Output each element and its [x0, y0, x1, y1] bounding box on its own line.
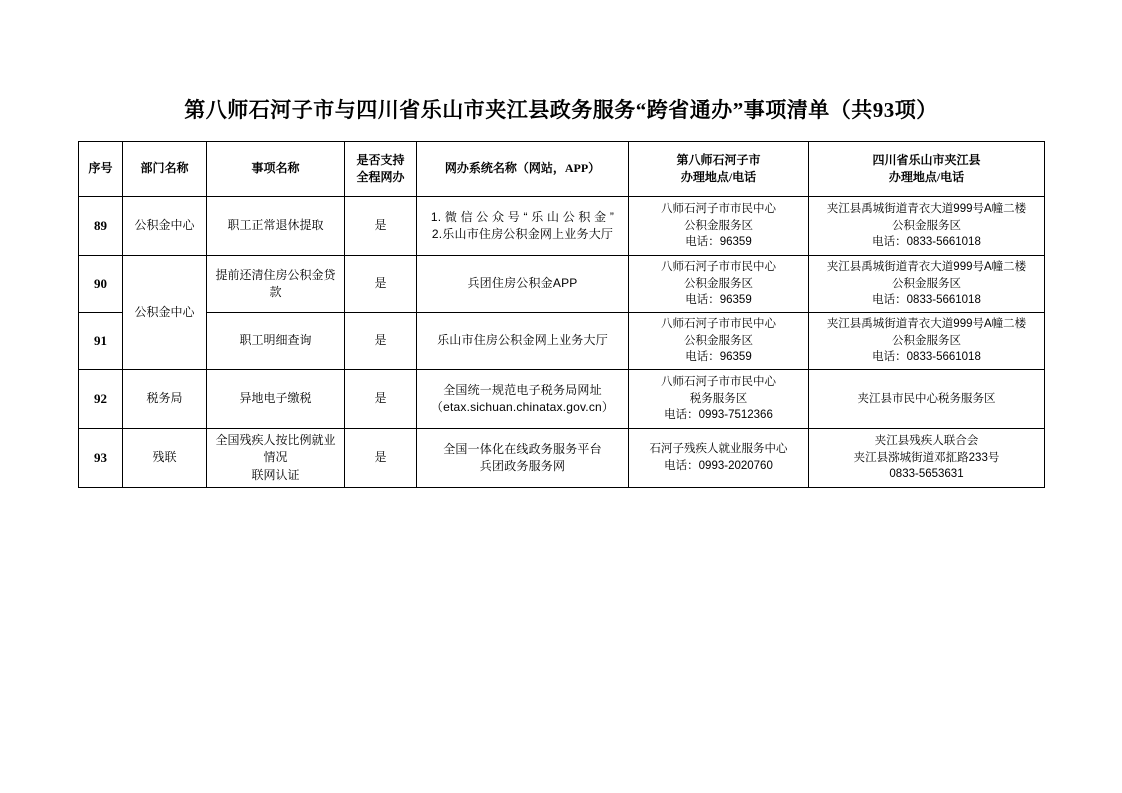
column-header-jiajiang-line1: 四川省乐山市夹江县: [872, 152, 981, 167]
item-name-line: 全国残疾人按比例就业情况: [215, 433, 336, 465]
cell-jiajiang-location: [809, 429, 1045, 488]
jiajiang-line: 公积金服务区: [892, 334, 961, 347]
table-row: [79, 429, 1045, 488]
cell-jiajiang-location: [809, 370, 1045, 429]
cell-seq: 91: [79, 313, 123, 370]
system-name-line: （etax.sichuan.chinatax.gov.cn）: [430, 400, 615, 415]
system-name-line: 2.乐山市住房公积金网上业务大厅: [431, 227, 614, 241]
cell-shihezi-location: [629, 256, 809, 313]
column-header-shihezi-line1: 第八师石河子市: [676, 152, 761, 167]
table-row: [79, 256, 1045, 313]
cell-jiajiang-location: [809, 197, 1045, 256]
column-header-full-online-line2: 全程网办: [356, 170, 405, 184]
system-name-line: 乐山市住房公积金网上业务大厅: [437, 333, 608, 348]
jiajiang-line: 公积金服务区: [892, 219, 961, 232]
table-header-row: [79, 142, 1045, 197]
cell-system-name: [417, 256, 629, 313]
cell-system-name: [417, 370, 629, 429]
cell-shihezi-location: [629, 313, 809, 370]
system-name-line: 兵团住房公积金APP: [467, 276, 578, 291]
shihezi-line: 石河子残疾人就业服务中心: [649, 443, 788, 456]
shihezi-line: 电话：0993-2020760: [664, 460, 773, 473]
shihezi-line: 公积金服务区: [684, 219, 753, 232]
shihezi-line: 公积金服务区: [684, 277, 753, 290]
system-name-line: 兵团政务服务网: [479, 459, 566, 474]
cell-system-name: [417, 313, 629, 370]
cell-seq: 92: [79, 370, 123, 429]
cross-province-service-table: [78, 141, 1045, 488]
column-header-full-online: [345, 142, 417, 197]
column-header-department: 部门名称: [123, 142, 207, 197]
column-header-jiajiang-line2: 办理地点/电话: [888, 170, 965, 184]
cell-jiajiang-location: [809, 313, 1045, 370]
cell-seq: 90: [79, 256, 123, 313]
cell-seq: 93: [79, 429, 123, 488]
shihezi-line: 八师石河子市市民中心: [661, 376, 776, 389]
item-name-line: 联网认证: [251, 467, 300, 482]
cell-system-name: [417, 429, 629, 488]
cell-full-online: 是: [345, 197, 417, 256]
jiajiang-line: 夹江县㳽城街道邓㧟路233号: [853, 451, 1000, 464]
cell-jiajiang-location: [809, 256, 1045, 313]
cell-shihezi-location: [629, 197, 809, 256]
cell-full-online: 是: [345, 313, 417, 370]
column-header-jiajiang-location: [809, 142, 1045, 197]
cell-item-name: 职工明细查询: [207, 313, 345, 370]
shihezi-line: 八师石河子市市民中心: [661, 318, 776, 331]
cell-shihezi-location: [629, 370, 809, 429]
system-name-line: 全国统一规范电子税务局网址: [443, 382, 602, 397]
shihezi-line: 电话：96359: [685, 351, 752, 364]
cell-full-online: 是: [345, 256, 417, 313]
jiajiang-line: 电话：0833-5661018: [872, 351, 981, 364]
column-header-seq: 序号: [79, 142, 123, 197]
cell-seq: 89: [79, 197, 123, 256]
jiajiang-line: 电话：0833-5661018: [872, 294, 981, 307]
shihezi-line: 电话：0993-7512366: [664, 409, 773, 422]
cell-item-name: 异地电子缴税: [207, 370, 345, 429]
shihezi-line: 八师石河子市市民中心: [661, 261, 776, 273]
column-header-shihezi-line2: 办理地点/电话: [680, 170, 757, 184]
jiajiang-line: 夹江县禹城街道青衣大道999号A幢二楼: [826, 261, 1027, 273]
cell-department: 税务局: [123, 370, 207, 429]
cell-item-name: [207, 429, 345, 488]
cell-item-name: 职工正常退休提取: [207, 197, 345, 256]
cell-department: 残联: [123, 429, 207, 488]
jiajiang-line: 0833-5653631: [889, 468, 964, 481]
jiajiang-line: 夹江县禹城街道青衣大道999号A幢二楼: [826, 318, 1027, 331]
shihezi-line: 电话：96359: [685, 294, 752, 307]
system-name-line: 全国一体化在线政务服务平台: [443, 441, 602, 456]
cell-department: 公积金中心: [123, 197, 207, 256]
jiajiang-line: 夹江县残疾人联合会: [874, 435, 979, 448]
jiajiang-line: 夹江县市民中心税务服务区: [857, 392, 996, 405]
column-header-system-name: 网办系统名称（网站，APP）: [417, 142, 629, 197]
cell-department: 公积金中心: [123, 256, 207, 370]
jiajiang-line: 公积金服务区: [892, 277, 961, 290]
table-row: [79, 197, 1045, 256]
cell-system-name: [417, 197, 629, 256]
page-title: 第八师石河子市与四川省乐山市夹江县政务服务“跨省通办”事项清单（共93项）: [184, 98, 938, 122]
column-header-item-name: 事项名称: [207, 142, 345, 197]
shihezi-line: 税务服务区: [689, 392, 748, 405]
shihezi-line: 八师石河子市市民中心: [661, 202, 776, 215]
cell-shihezi-location: [629, 429, 809, 488]
table-row: [79, 313, 1045, 370]
system-name-line: 1. 微 信 公 众 号 “ 乐 山 公 积 金 ”: [430, 209, 615, 224]
jiajiang-line: 夹江县禹城街道青衣大道999号A幢二楼: [826, 202, 1027, 215]
shihezi-line: 电话：96359: [685, 236, 752, 249]
cell-full-online: 是: [345, 429, 417, 488]
column-header-shihezi-location: [629, 142, 809, 197]
cell-item-name: 提前还清住房公积金贷款: [207, 256, 345, 313]
jiajiang-line: 电话：0833-5661018: [872, 236, 981, 249]
cell-full-online: 是: [345, 370, 417, 429]
column-header-full-online-line1: 是否支持: [356, 152, 405, 167]
table-row: [79, 370, 1045, 429]
shihezi-line: 公积金服务区: [684, 334, 753, 347]
